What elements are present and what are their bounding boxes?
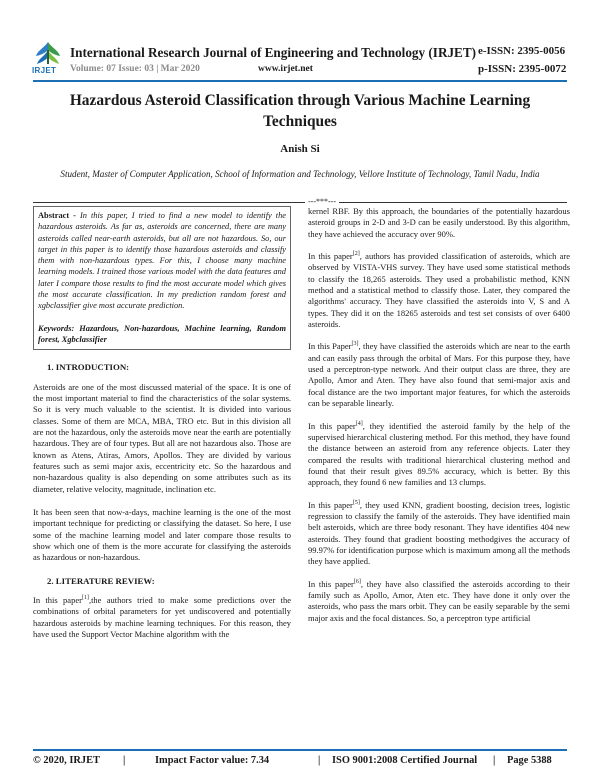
literature-paragraph-4: In this paper[4], they identified the asteroid family by the help of the supervised hierarchical clustering method. For this method, they have found the distance between an asteroid from any reference objects. Later they compared the results with traditional hierarchical clustering method and found that their result gives 89.5% accuracy, which is better. By this approach, they found 6 new families and 13 clumps. bbox=[308, 420, 570, 488]
pissn: p-ISSN: 2395-0072 bbox=[478, 63, 567, 75]
citation-marker: [3] bbox=[351, 341, 359, 348]
literature-paragraph-3: In this Paper[3], they have classified the asteroids which are near to the earth and can easily pass through the orbital of Mars. For this purpose they, have used a perceptron-type network. And their output class are three, they are Apollo, Amor and Aten. They have also found that semi-major axis and focal distance are the two important major features, for which the asteroids can be separable linearly. bbox=[308, 341, 571, 409]
literature-continuation: kernel RBF. By this approach, the boundaries of the potentially hazardous asteroid groups in 2-D and 3-D can be easily understood. By this algorithm, they have achieved the accuracy over 90%. bbox=[308, 206, 570, 239]
author-affiliation: Student, Master of Computer Application, School of Information and Technology, Vellore Institute of Technology, Tamil Nadu, India bbox=[60, 169, 540, 179]
literature-paragraph-1 bbox=[33, 595, 291, 640]
paper-title: Hazardous Asteroid Classification through Various Machine Learning Techniques bbox=[69, 92, 531, 130]
abstract-label: Abstract - bbox=[38, 211, 76, 220]
abstract-box bbox=[33, 206, 291, 350]
literature-paragraph-2: In this paper[2], authors has provided classification of asteroids, which are observed by VISTA-VHS survey. They have used some statistical methods to classify the 18,265 asteroids. They used a probabilistic method, KNN method and a statistical method to classify those. Later, they compared the algorithms' accuracy. They have classified the asteroids into V, S and A types. They did it on the 18265 asteroids and test set consists of over 6400 asteroids. bbox=[308, 251, 571, 330]
journal-volume: Volume: 07 Issue: 03 | Mar 2020 bbox=[70, 64, 200, 74]
literature-paragraph-6: In this paper[6], they have also classified the asteroids according to their family such as Apollo, Amor, Aten etc. They have done it only over the asteroids, who pass the mars orbit. They can be easily separable by the semi major axis and the focal distances. So, a perceptron type artificial bbox=[308, 578, 570, 623]
intro-paragraph-2: It has been seen that now-a-days, machine learning is the one of the most important technique for predicting or classifying the dataset. So here, I use some of the machine learning model and later compare those results to show which one of them is the more accurate for classifying the asteroids as hazardous or non-hazardous. bbox=[33, 507, 291, 563]
logo-label: IRJET bbox=[32, 66, 57, 75]
citation-marker: [6] bbox=[353, 578, 361, 585]
footer-separator: | bbox=[493, 755, 496, 766]
citation-marker: [1] bbox=[81, 595, 89, 602]
page-header bbox=[0, 0, 600, 84]
footer-page-number: Page 5388 bbox=[507, 755, 552, 766]
separator-line bbox=[33, 202, 567, 203]
eissn: e-ISSN: 2395-0056 bbox=[478, 45, 566, 57]
citation-marker: [5] bbox=[352, 499, 360, 506]
keywords-paragraph bbox=[38, 323, 286, 346]
footer-rule bbox=[33, 749, 567, 751]
separator-mark: ---***--- bbox=[305, 197, 339, 206]
left-column bbox=[33, 206, 291, 652]
paper-author: Anish Si bbox=[280, 143, 320, 155]
section-heading-introduction: 1. INTRODUCTION: bbox=[47, 362, 130, 373]
keywords-text: Hazardous, Non-hazardous, Machine learning, Random forest, Xgbclassifier bbox=[38, 323, 286, 344]
footer-separator: | bbox=[123, 755, 126, 766]
footer-impact-factor: Impact Factor value: 7.34 bbox=[155, 755, 270, 766]
citation-marker: [2] bbox=[352, 251, 360, 258]
header-rule bbox=[33, 80, 567, 82]
intro-paragraph-1: Asteroids are one of the most discussed material of the space. It is one of the most important material to find the characteristics of the solar systems. So it is very much valuable to the scientist. It is divided into various classes. Some of them are MCA, MBA, TRO etc. But in this division all are not the hazardous, only the asteroids move near the earth are potentially hazardous. They are of four types. But all are not hazardous also. Those are known as Atens, Atiras, Amors, Apollos. They are divided by various features such as semi major axis, eccentricity etc. So the hazardous and non-hazardous quality is also depending on some attributes such as its diameter, relative velocity, magnitude, inclination etc. bbox=[33, 381, 291, 494]
section-heading-literature-review: 2. LITERATURE REVIEW: bbox=[47, 575, 155, 586]
abstract-paragraph bbox=[38, 210, 286, 312]
title-separator bbox=[33, 198, 567, 206]
right-column bbox=[308, 206, 570, 635]
footer-copyright: © 2020, IRJET bbox=[33, 755, 100, 766]
footer-iso: ISO 9001:2008 Certified Journal bbox=[332, 755, 478, 766]
journal-name: International Research Journal of Engineering and Technology (IRJET) bbox=[70, 45, 477, 60]
citation-marker: [4] bbox=[355, 420, 363, 427]
keywords-label: Keywords: bbox=[38, 323, 75, 333]
literature-paragraph-5: In this paper[5], they used KNN, gradient boosting, decision trees, logistic regression to classify the family of the asteroids. They have identified main belt asteroids, which are three body resonant. They have identifies 404 new asteroids. They found that gradient boosting methodgives the accuracy of 99.97% for identification purpose which is maximum among all the methods they have applied. bbox=[308, 499, 570, 567]
abstract-text: In this paper, I tried to find a new model to identify the hazardous asteroids. As far as, asteroids are concerned, there are many asteroids called near-earth asteroids, but all are not hazardous. So, our target in this paper is to identify those hazardous asteroids and classify them with non-hazardous types. For this, I choose many machine learning models. I trained those various model with the data features and later I compare those results to find the most accurate model which gives the most accurate classification. In my prediction random forest and xgbclassifier give most accurate prediction. bbox=[38, 211, 287, 311]
footer-separator: | bbox=[318, 755, 321, 766]
lit-p1-a: In this paper[1],the authors tried to make some predictions over the combinations of orbital parameters for yet undiscovered and potentially hazardous asteroids by machine learning techniques. For this reason, they have used the Support Vector Machine algorithm with the bbox=[33, 595, 292, 640]
journal-website: www.irjet.net bbox=[258, 64, 313, 74]
